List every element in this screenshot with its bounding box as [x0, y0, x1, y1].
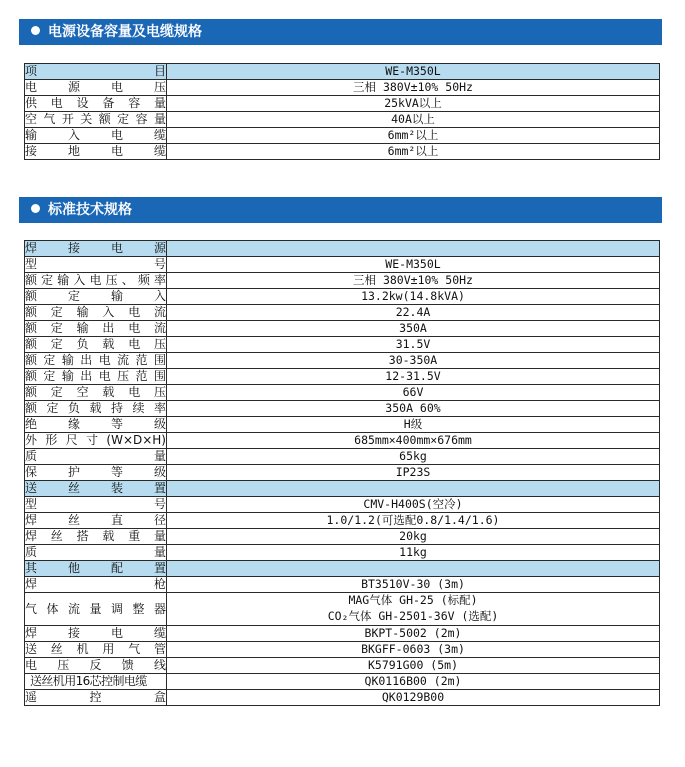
section-banner-power-capacity: [19, 19, 662, 45]
table-row: [25, 401, 660, 417]
table-row: [25, 305, 660, 321]
row-value: 6mm²以上: [167, 144, 660, 160]
row-value: 22.4A: [167, 305, 660, 321]
row-label: 供电设备容量: [25, 96, 166, 110]
row-label: 绝缘等级: [25, 417, 166, 431]
table-row: [25, 626, 660, 642]
row-value: 40A以上: [167, 112, 660, 128]
row-value: 685mm×400mm×676mm: [167, 433, 660, 449]
row-value: QK0116B00 (2m): [167, 674, 660, 690]
row-label: 保护等级: [25, 465, 166, 479]
table-row: [25, 465, 660, 481]
group-label: 其他配置: [25, 561, 166, 575]
row-label: 额定输出电压范围: [25, 369, 166, 383]
row-label: 电源电压: [25, 80, 166, 94]
table-header-row: [25, 64, 660, 80]
group-header-wire-feeder: [25, 481, 660, 497]
row-value: 66V: [167, 385, 660, 401]
group-label: 焊接电源: [25, 241, 166, 255]
row-value: H级: [167, 417, 660, 433]
row-label: 焊丝直径: [25, 513, 166, 527]
row-label: 输入电缆: [25, 128, 166, 142]
row-label: 焊接电缆: [25, 626, 166, 640]
table-row: [25, 449, 660, 465]
row-label: 焊枪: [25, 577, 166, 591]
row-value: QK0129B00: [167, 690, 660, 706]
row-value: K5791G00 (5m): [167, 658, 660, 674]
section-banner-standard-specs: [19, 197, 662, 223]
section-title: 电源设备容量及电缆规格: [48, 24, 202, 40]
row-value-secondary: CO₂气体 GH-2501-36V (选配): [327, 609, 499, 623]
row-value: 1.0/1.2(可选配0.8/1.4/1.6): [167, 513, 660, 529]
table-row: [25, 513, 660, 529]
row-value: 三相 380V±10% 50Hz: [167, 80, 660, 96]
table-row: [25, 417, 660, 433]
standard-specs-table: [24, 240, 660, 706]
row-value: 12-31.5V: [167, 369, 660, 385]
table-row: [25, 545, 660, 561]
row-value: MAG气体 GH-25 (标配): [348, 593, 478, 607]
row-value: 11kg: [167, 545, 660, 561]
table-row: [25, 337, 660, 353]
table-row: [25, 674, 660, 690]
row-label: 送丝机用气管: [25, 642, 166, 656]
table-row: [25, 577, 660, 593]
table-row: [25, 273, 660, 289]
group-header-power-source: [25, 241, 660, 257]
table-row: [25, 257, 660, 273]
row-value: 13.2kw(14.8kVA): [167, 289, 660, 305]
bullet-icon: [31, 204, 40, 213]
row-label: 型号: [25, 497, 166, 511]
group-header-spacer: [167, 481, 660, 497]
table-row: [25, 690, 660, 706]
row-label: 质量: [25, 545, 166, 559]
table-row: [25, 369, 660, 385]
table-row: [25, 593, 660, 626]
table-row: [25, 642, 660, 658]
row-value: CMV-H400S(空冷): [167, 497, 660, 513]
row-value: 20kg: [167, 529, 660, 545]
group-header-spacer: [167, 561, 660, 577]
table-row: [25, 128, 660, 144]
row-label: 额定空载电压: [25, 385, 166, 399]
table-row: [25, 289, 660, 305]
table-row: [25, 385, 660, 401]
table-row: [25, 529, 660, 545]
row-value: 三相 380V±10% 50Hz: [167, 273, 660, 289]
row-value-pair: [167, 593, 660, 626]
power-capacity-table: [24, 63, 660, 160]
row-value: BKGFF-0603 (3m): [167, 642, 660, 658]
row-label: 空气开关额定容量: [25, 112, 166, 126]
row-label: 额定输入电流: [25, 305, 166, 319]
row-value: 6mm²以上: [167, 128, 660, 144]
row-label: 质量: [25, 449, 166, 463]
group-header-spacer: [167, 241, 660, 257]
row-value: BT3510V-30 (3m): [167, 577, 660, 593]
row-label: 气体流量调整器: [25, 593, 167, 626]
table-row: [25, 497, 660, 513]
row-label: 额定输出电流范围: [25, 353, 166, 367]
row-label: 额定输入: [25, 289, 166, 303]
row-value: 25kVA以上: [167, 96, 660, 112]
row-label: 额定负载电压: [25, 337, 166, 351]
row-label: 遥控盒: [25, 690, 166, 704]
row-label: 额定负载持续率: [25, 401, 166, 415]
row-value: BKPT-5002 (2m): [167, 626, 660, 642]
table-row: [25, 144, 660, 160]
row-label: 焊丝搭载重量: [25, 529, 166, 543]
row-value: IP23S: [167, 465, 660, 481]
row-value: 350A 60%: [167, 401, 660, 417]
table-row: [25, 658, 660, 674]
row-label: 额定输入电压、频率: [25, 273, 166, 287]
row-value: 30-350A: [167, 353, 660, 369]
table-row: [25, 321, 660, 337]
table-row: [25, 80, 660, 96]
table-row: [25, 433, 660, 449]
bullet-icon: [31, 26, 40, 35]
section-title: 标准技术规格: [48, 202, 132, 218]
row-label: 接地电缆: [25, 144, 166, 158]
row-label: 电压反馈线: [25, 658, 166, 672]
table-row: [25, 96, 660, 112]
row-value: 31.5V: [167, 337, 660, 353]
group-header-other-config: [25, 561, 660, 577]
row-label: 型号: [25, 257, 166, 271]
row-label: 额定输出电流: [25, 321, 166, 335]
row-label: 项目: [25, 64, 166, 78]
row-label: 外形尺寸(W×D×H): [25, 433, 166, 447]
row-label: 送丝机用16芯控制电缆: [25, 674, 167, 690]
table-row: [25, 112, 660, 128]
group-label: 送丝装置: [25, 481, 166, 495]
row-value: WE-M350L: [167, 64, 660, 80]
row-value: WE-M350L: [167, 257, 660, 273]
row-value: 65kg: [167, 449, 660, 465]
table-row: [25, 353, 660, 369]
row-value: 350A: [167, 321, 660, 337]
